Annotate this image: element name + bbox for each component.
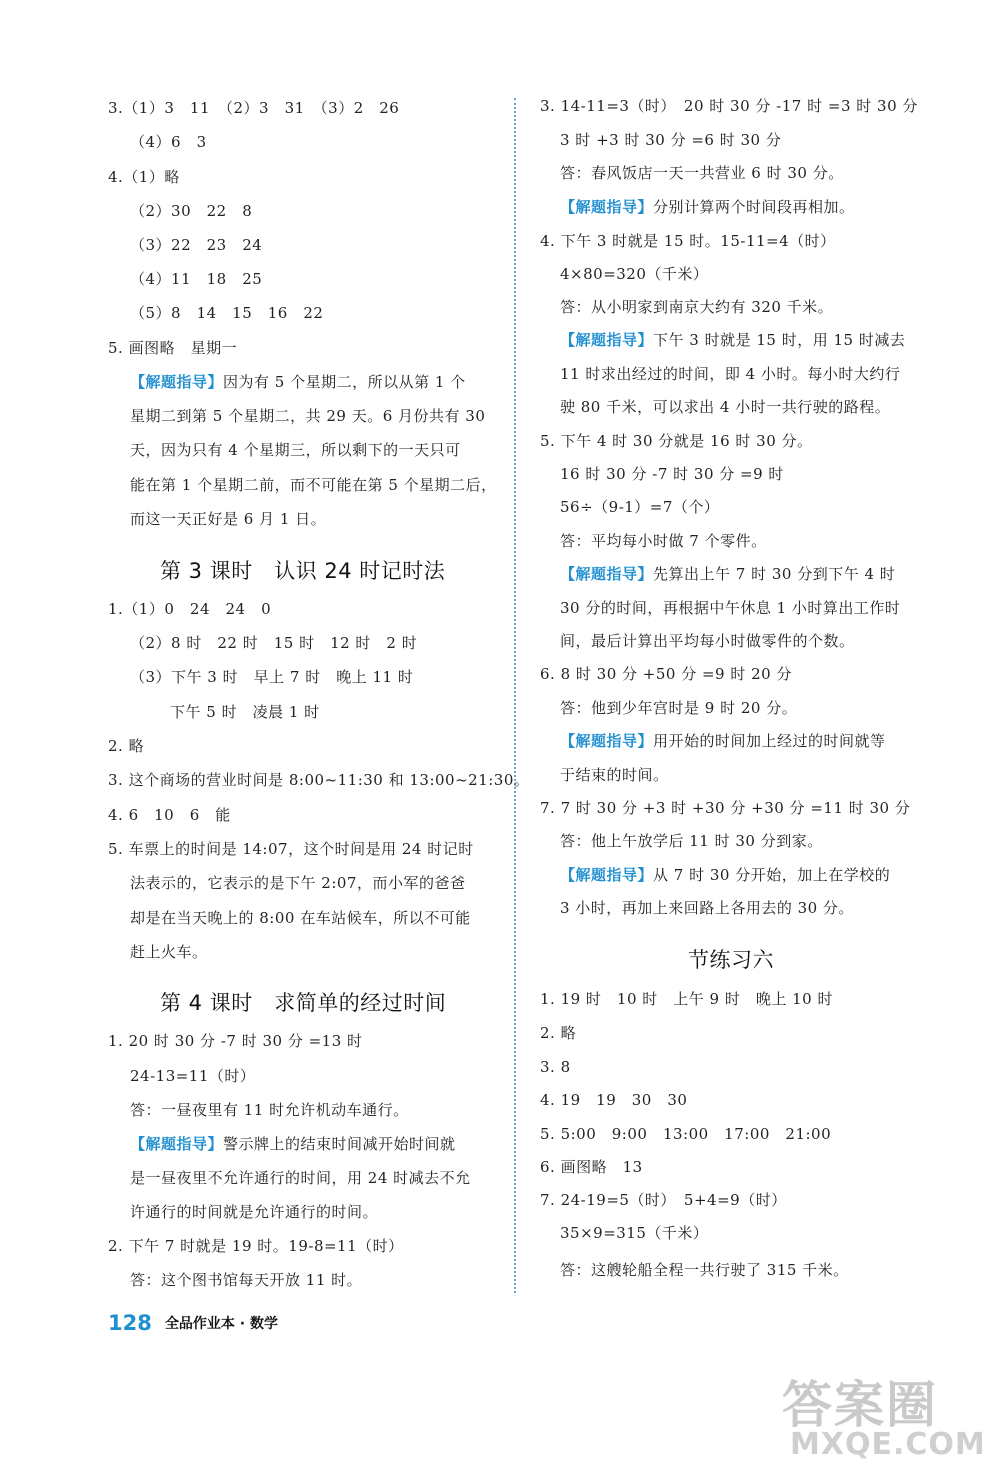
section-heading: 第 4 课时 求简单的经过时间 bbox=[160, 991, 447, 1015]
answer-line bbox=[108, 770, 529, 790]
answer-text: 星期二到第 5 个星期二，共 29 天。6 月份共有 30 bbox=[130, 407, 486, 425]
answer-text: 11 时求出经过的时间，即 4 小时。每小时大约行 bbox=[560, 365, 901, 383]
answer-line bbox=[540, 431, 813, 451]
answer-text: 30 分的时间，再根据中午休息 1 小时算出工作时 bbox=[560, 599, 901, 617]
solution-guide-tag: 【解题指导】 bbox=[560, 732, 654, 750]
answer-line bbox=[560, 531, 767, 551]
answer-line bbox=[130, 908, 471, 928]
answer-line bbox=[560, 731, 886, 751]
answer-line bbox=[130, 132, 207, 152]
answer-text: 驶 80 千米，可以求出 4 小时一共行驶的路程。 bbox=[560, 398, 891, 416]
answer-line bbox=[130, 942, 208, 962]
answer-line bbox=[130, 509, 326, 529]
answer-text: （4）11 18 25 bbox=[130, 270, 263, 288]
answer-line bbox=[108, 736, 144, 756]
answer-line bbox=[130, 440, 461, 460]
answer-text: 24-13=11（时） bbox=[130, 1067, 256, 1085]
answer-text: 7. 24-19=5（时） 5+4=9（时） bbox=[540, 1191, 787, 1209]
book-title: 全品作业本 · 数学 bbox=[164, 1316, 279, 1332]
answer-line bbox=[560, 1223, 708, 1243]
answer-text: 答：他到少年宫时是 9 时 20 分。 bbox=[560, 699, 798, 717]
answer-line bbox=[540, 1057, 571, 1077]
answer-line bbox=[540, 798, 910, 818]
answer-line bbox=[108, 805, 231, 825]
answer-line bbox=[170, 702, 320, 722]
answer-text: 2. 下午 7 时就是 19 时。19-8=11（时） bbox=[108, 1237, 404, 1255]
answer-text: 3.（1）3 11 （2）3 31 （3）2 26 bbox=[108, 99, 400, 117]
answer-line bbox=[560, 264, 708, 284]
solution-guide-tag: 【解题指导】 bbox=[560, 565, 654, 583]
answer-line bbox=[560, 765, 669, 785]
answer-line bbox=[130, 1134, 456, 1154]
solution-guide-tag: 【解题指导】 bbox=[130, 1135, 224, 1153]
answer-text: 许通行的时间就是允许通行的时间。 bbox=[130, 1203, 379, 1221]
answer-line bbox=[560, 130, 781, 150]
answer-text: 而这一天正好是 6 月 1 日。 bbox=[130, 510, 327, 528]
answer-line bbox=[130, 235, 262, 255]
answer-line bbox=[108, 839, 474, 859]
answer-line bbox=[540, 96, 918, 116]
answer-line bbox=[540, 989, 833, 1009]
answer-line bbox=[560, 898, 854, 918]
answer-text: 2. 略 bbox=[540, 1024, 577, 1042]
watermark-logo bbox=[770, 1365, 986, 1465]
answer-line bbox=[108, 1031, 363, 1051]
answer-text: 4×80=320（千米） bbox=[560, 265, 709, 283]
answer-text: 3 时 +3 时 30 分 =6 时 30 分 bbox=[560, 131, 782, 149]
answer-line bbox=[560, 330, 905, 350]
answer-text: （4）6 3 bbox=[130, 133, 207, 151]
answer-text: 5. 车票上的时间是 14:07，这个时间是用 24 时记时 bbox=[108, 840, 474, 858]
answer-text: 3. 14-11=3（时） 20 时 30 分 -17 时 =3 时 30 分 bbox=[540, 97, 918, 115]
answer-line bbox=[108, 167, 180, 187]
answer-text: 从 7 时 30 分开始，加上在学校的 bbox=[653, 866, 891, 884]
answer-text: 16 时 30 分 -7 时 30 分 =9 时 bbox=[560, 465, 784, 483]
watermark-en: MXQE.COM bbox=[790, 1427, 986, 1462]
solution-guide-tag: 【解题指导】 bbox=[130, 373, 224, 391]
answer-line bbox=[108, 338, 237, 358]
answer-line bbox=[130, 633, 417, 653]
answer-text: 1. 20 时 30 分 -7 时 30 分 =13 时 bbox=[108, 1032, 363, 1050]
answer-text: 用开始的时间加上经过的时间就等 bbox=[653, 732, 886, 750]
answer-text: 4.（1）略 bbox=[108, 168, 180, 186]
answer-line bbox=[540, 664, 792, 684]
answer-line bbox=[108, 599, 271, 619]
answer-text: 35×9=315（千米） bbox=[560, 1224, 709, 1242]
answer-line bbox=[560, 364, 900, 384]
section-heading: 第 3 课时 认识 24 时记时法 bbox=[160, 559, 446, 583]
answer-text: （5）8 14 15 16 22 bbox=[130, 304, 324, 322]
answer-line bbox=[130, 372, 466, 392]
answer-line bbox=[560, 197, 855, 217]
answer-text: 4. 6 10 6 能 bbox=[108, 806, 231, 824]
answer-line bbox=[560, 831, 823, 851]
answer-line bbox=[130, 1066, 255, 1086]
answer-text: 天，因为只有 4 个星期三，所以剩下的一天只可 bbox=[130, 441, 461, 459]
answer-text: 4. 下午 3 时就是 15 时。15-11=4（时） bbox=[540, 232, 836, 250]
answer-text: 答：这个图书馆每天开放 11 时。 bbox=[130, 1271, 363, 1289]
answer-text: （3）下午 3 时 早上 7 时 晚上 11 时 bbox=[130, 668, 414, 686]
answer-text: 3. 这个商场的营业时间是 8:00~11:30 和 13:00~21:30。 bbox=[108, 771, 530, 789]
answer-line bbox=[560, 163, 844, 183]
answer-text: 56÷（9-1）=7（个） bbox=[560, 498, 720, 516]
answer-line bbox=[130, 873, 465, 893]
answer-line bbox=[130, 201, 252, 221]
answer-text: 法表示的，它表示的是下午 2:07，而小军的爸爸 bbox=[130, 874, 466, 892]
answer-line bbox=[560, 1260, 849, 1280]
answer-text: 却是在当天晚上的 8:00 在车站候车，所以不可能 bbox=[130, 909, 471, 927]
answer-text: 2. 略 bbox=[108, 737, 145, 755]
answer-text: 答：他上午放学后 11 时 30 分到家。 bbox=[560, 832, 823, 850]
answer-text: 6. 8 时 30 分 +50 分 =9 时 20 分 bbox=[540, 665, 792, 683]
answer-text: 答：平均每小时做 7 个零件。 bbox=[560, 532, 767, 550]
answer-line bbox=[540, 231, 836, 251]
answer-text: 下午 5 时 凌晨 1 时 bbox=[170, 703, 320, 721]
column-divider bbox=[514, 98, 516, 1293]
answer-line bbox=[560, 598, 900, 618]
answer-text: （2）8 时 22 时 15 时 12 时 2 时 bbox=[130, 634, 418, 652]
watermark-cn: 答案圈 bbox=[782, 1376, 938, 1434]
answer-text: 4. 19 19 30 30 bbox=[540, 1091, 688, 1109]
answer-text: 答：一昼夜里有 11 时允许机动车通行。 bbox=[130, 1101, 409, 1119]
answer-text: 1. 19 时 10 时 上午 9 时 晚上 10 时 bbox=[540, 990, 833, 1008]
answer-line bbox=[560, 865, 890, 885]
answer-text: 答：从小明家到南京大约有 320 千米。 bbox=[560, 298, 834, 316]
page-number: 128 bbox=[108, 1311, 152, 1335]
answer-text: 5. 5:00 9:00 13:00 17:00 21:00 bbox=[540, 1125, 832, 1143]
answer-line bbox=[108, 1236, 404, 1256]
answer-line bbox=[130, 303, 323, 323]
answer-text: 3 小时，再加上来回路上各用去的 30 分。 bbox=[560, 899, 854, 917]
answer-text: 分别计算两个时间段再相加。 bbox=[653, 198, 855, 216]
answer-text: 1.（1）0 24 24 0 bbox=[108, 600, 272, 618]
answer-text: 答：这艘轮船全程一共行驶了 315 千米。 bbox=[560, 1261, 849, 1279]
answer-text: 6. 画图略 13 bbox=[540, 1158, 643, 1176]
answer-line bbox=[560, 497, 719, 517]
answer-line bbox=[540, 1023, 576, 1043]
answer-text: 间，最后计算出平均每小时做零件的个数。 bbox=[560, 632, 855, 650]
answer-line bbox=[108, 98, 399, 118]
answer-text: （3）22 23 24 bbox=[130, 236, 263, 254]
answer-line bbox=[560, 464, 784, 484]
answer-text: 是一昼夜里不允许通行的时间，用 24 时减去不允 bbox=[130, 1169, 471, 1187]
answer-text: 警示牌上的结束时间减开始时间就 bbox=[223, 1135, 456, 1153]
answer-text: 于结束的时间。 bbox=[560, 766, 669, 784]
solution-guide-tag: 【解题指导】 bbox=[560, 198, 654, 216]
answer-line bbox=[540, 1157, 643, 1177]
answer-line bbox=[130, 667, 413, 687]
answer-line bbox=[560, 397, 890, 417]
answer-text: 因为有 5 个星期二，所以从第 1 个 bbox=[223, 373, 466, 391]
solution-guide-tag: 【解题指导】 bbox=[560, 866, 654, 884]
answer-line bbox=[540, 1090, 687, 1110]
answer-text: 先算出上午 7 时 30 分到下午 4 时 bbox=[653, 565, 896, 583]
answer-line bbox=[130, 475, 497, 495]
answer-text: （2）30 22 8 bbox=[130, 202, 253, 220]
answer-line bbox=[540, 1190, 787, 1210]
answer-text: 能在第 1 个星期二前，而不可能在第 5 个星期二后， bbox=[130, 476, 497, 494]
answer-text: 3. 8 bbox=[540, 1058, 571, 1076]
solution-guide-tag: 【解题指导】 bbox=[560, 331, 654, 349]
answer-text: 答：春风饭店一天一共营业 6 时 30 分。 bbox=[560, 164, 844, 182]
answer-line bbox=[130, 1270, 362, 1290]
answer-text: 5. 画图略 星期一 bbox=[108, 339, 238, 357]
answer-line bbox=[560, 297, 833, 317]
answer-line bbox=[130, 1202, 378, 1222]
answer-text: 7. 7 时 30 分 +3 时 +30 分 +30 分 =11 时 30 分 bbox=[540, 799, 911, 817]
page-footer bbox=[108, 1311, 278, 1335]
answer-line bbox=[130, 1168, 471, 1188]
answer-line bbox=[560, 564, 895, 584]
answer-line bbox=[130, 406, 485, 426]
answer-line bbox=[540, 1124, 831, 1144]
answer-text: 5. 下午 4 时 30 分就是 16 时 30 分。 bbox=[540, 432, 813, 450]
answer-line bbox=[560, 698, 797, 718]
section-heading: 节练习六 bbox=[688, 948, 774, 972]
answer-line bbox=[130, 1100, 409, 1120]
answer-line bbox=[560, 631, 855, 651]
answer-line bbox=[130, 269, 262, 289]
answer-text: 赶上火车。 bbox=[130, 943, 208, 961]
answer-text: 下午 3 时就是 15 时，用 15 时减去 bbox=[653, 331, 906, 349]
